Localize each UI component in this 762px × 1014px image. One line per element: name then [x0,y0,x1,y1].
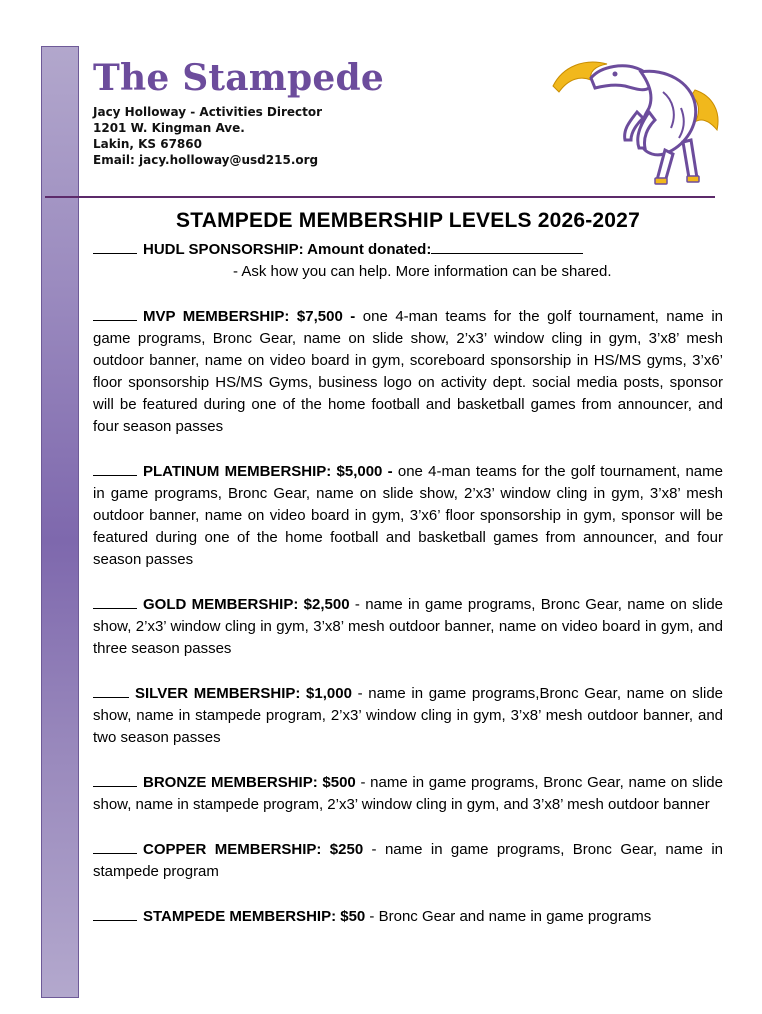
checkbox-blank[interactable] [93,838,137,854]
level-description: - name in game programs, Bronc Gear, name on slide show, 2’x3’ window cling in gym, 3’x8’ mesh outdoor banner, name on video board in gym, and three season passes [93,596,723,657]
decorative-side-bar [41,46,79,998]
letterhead [93,56,533,168]
level-name: PLATINUM MEMBERSHIP: $5,000 - [143,463,393,480]
membership-content [93,206,723,928]
level-name: SILVER MEMBERSHIP: $1,000 [135,685,352,702]
contact-city-line: Lakin, KS 67860 [93,137,202,151]
level-name: GOLD MEMBERSHIP: $2,500 [143,596,350,613]
level-name: BRONZE MEMBERSHIP: $500 [143,774,356,791]
hudl-note: - Ask how you can help. More information can be shared. [233,263,612,280]
level-name: STAMPEDE MEMBERSHIP: $50 [143,908,366,925]
level-description: - Bronc Gear and name in game programs [365,908,652,925]
level-gold [93,593,723,660]
checkbox-blank[interactable] [93,593,137,609]
level-stampede [93,905,723,928]
level-description: - name in game programs,Bronc Gear, name on slide show, name in stampede program, 2’x3’ window cling in gym, 3’x8’ mesh outdoor banner, and two season passes [93,685,724,746]
checkbox-blank[interactable] [93,682,129,698]
bronco-mascot-icon [545,52,723,188]
level-bronze [93,771,723,816]
level-silver [93,682,723,749]
level-description: one 4-man teams for the golf tournament, name in game programs, Bronc Gear, name on slide show, 2’x3’ window cling in gym, 3’x8’ mesh outdoor banner, name on video board in gym, scoreboard sponsorship in HS/MS gyms, 3’x6’ floor sponsorship HS/MS Gyms, business logo on activity dept. social media posts, sponsor will be featured during one of the home football and basketball games from announcer, and four season passes [93,308,724,435]
checkbox-blank[interactable] [93,305,137,321]
hudl-label: HUDL SPONSORSHIP: Amount donated: [143,241,432,258]
contact-name-line: Jacy Holloway - Activities Director [93,105,323,119]
level-name: MVP MEMBERSHIP: $7,500 - [143,308,356,325]
page-title: STAMPEDE MEMBERSHIP LEVELS 2026-2027 [176,209,640,232]
contact-address-line: 1201 W. Kingman Ave. [93,121,245,135]
level-description: - name in game programs, Bronc Gear, name on slide show, name in stampede program, 2’x3’ window cling in gym, and 3’x8’ mesh outdoor banner [93,774,723,813]
hudl-sponsorship-line [93,238,723,261]
amount-donated-field[interactable] [431,238,583,254]
level-copper [93,838,723,883]
checkbox-blank[interactable] [93,460,137,476]
checkbox-blank[interactable] [93,238,137,254]
level-platinum [93,460,723,571]
checkbox-blank[interactable] [93,905,137,921]
header-divider [45,196,715,198]
level-name: COPPER MEMBERSHIP: $250 [143,841,364,858]
brand-title: The Stampede [93,57,384,99]
checkbox-blank[interactable] [93,771,137,787]
level-mvp [93,305,723,438]
level-description: one 4-man teams for the golf tournament, name in game programs, Bronc Gear, name on slide show, 2’x3’ window cling in gym, 3’x8’ mesh outdoor banner, name on video board in gym, 3’x6’ floor sponsorship in gym, sponsor will be featured during one of the home football and basketball games from announcer, and four season passes [93,463,723,568]
level-description: - name in game programs, Bronc Gear, name in stampede program [93,841,723,880]
contact-email-line: Email: jacy.holloway@usd215.org [93,153,319,167]
